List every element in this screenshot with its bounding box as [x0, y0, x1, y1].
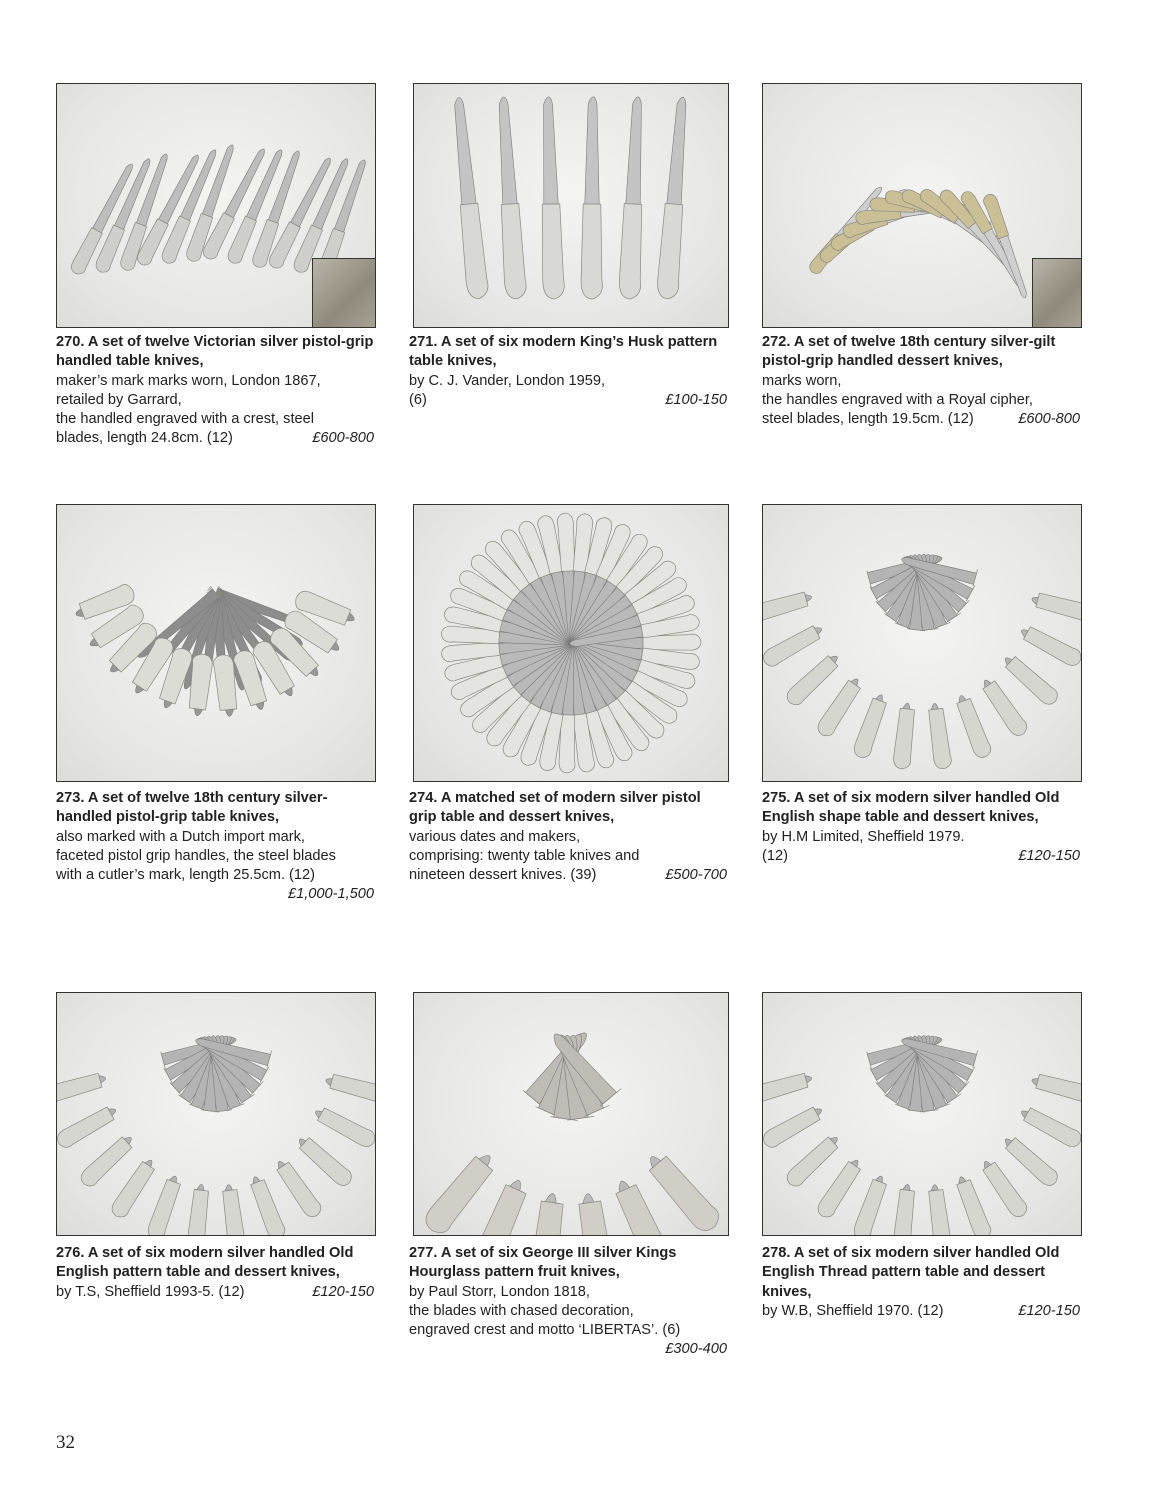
- lot-detail: by C. J. Vander, London 1959,: [409, 372, 606, 389]
- lot-detail: (6): [409, 391, 427, 408]
- lot-272-caption: [762, 333, 1080, 429]
- crest-detail-inset: [312, 258, 375, 327]
- lot-estimate: £120-150: [312, 1283, 374, 1300]
- lot-detail: steel blades, length 19.5cm. (12): [762, 411, 974, 428]
- lot-278-photo: [762, 992, 1082, 1236]
- lot-title: 277. A set of six George III silver Kings Hourglass pattern fruit knives,: [409, 1245, 677, 1281]
- lot-detail: the blades with chased decoration,: [409, 1302, 634, 1319]
- lot-detail: faceted pistol grip handles, the steel blades: [56, 847, 336, 864]
- lot-estimate: £120-150: [1018, 847, 1080, 864]
- lot-270-caption: [56, 333, 374, 449]
- lot-detail: nineteen dessert knives. (39): [409, 867, 597, 884]
- knives-fan-18th-century: [57, 505, 375, 781]
- knives-fan-old-english-pattern: [57, 993, 375, 1235]
- lot-title: 275. A set of six modern silver handled Old English shape table and dessert knives,: [762, 790, 1060, 826]
- lot-276-photo: [56, 992, 376, 1236]
- lot-detail: blades, length 24.8cm. (12): [56, 430, 233, 447]
- lot-estimate: £120-150: [1018, 1302, 1080, 1319]
- lot-272-photo: [762, 83, 1082, 328]
- lot-detail: by T.S, Sheffield 1993-5. (12): [56, 1283, 245, 1300]
- lot-274-caption: [409, 789, 727, 885]
- lot-estimate: £1,000-1,500: [287, 886, 374, 903]
- page-number: 32: [56, 1432, 75, 1453]
- lot-273-photo: [56, 504, 376, 782]
- lot-estimate: £100-150: [665, 391, 727, 408]
- lot-detail: by Paul Storr, London 1818,: [409, 1283, 590, 1300]
- lot-title: 272. A set of twelve 18th century silver-gilt pistol-grip handled dessert knives,: [762, 334, 1056, 370]
- lot-276-caption: [56, 1244, 374, 1302]
- lot-detail: retailed by Garrard,: [56, 391, 182, 408]
- lot-title: 273. A set of twelve 18th century silver-handled pistol-grip table knives,: [56, 790, 328, 826]
- lot-275-caption: [762, 789, 1080, 866]
- cipher-detail-inset: [1032, 258, 1081, 327]
- lot-273-caption: [56, 789, 374, 905]
- lot-detail: maker’s mark marks worn, London 1867,: [56, 372, 321, 389]
- knives-fan-old-english-thread: [763, 993, 1081, 1235]
- lot-detail: comprising: twenty table knives and: [409, 847, 640, 864]
- lot-detail: with a cutler’s mark, length 25.5cm. (12): [56, 867, 316, 884]
- lot-title: 276. A set of six modern silver handled Old English pattern table and dessert knives,: [56, 1245, 354, 1281]
- lot-title: 271. A set of six modern King’s Husk pattern table knives,: [409, 334, 718, 370]
- lot-estimate: £300-400: [665, 1341, 727, 1358]
- lot-detail: the handles engraved with a Royal cipher,: [762, 391, 1033, 408]
- lot-estimate: £600-800: [312, 430, 374, 447]
- lot-detail: engraved crest and motto ‘LIBERTAS’. (6): [409, 1322, 681, 1339]
- lot-detail: by W.B, Sheffield 1970. (12): [762, 1302, 944, 1319]
- lot-detail: marks worn,: [762, 372, 842, 389]
- lot-estimate: £600-800: [1018, 411, 1080, 428]
- lot-277-photo: [413, 992, 729, 1236]
- lot-estimate: £500-700: [665, 867, 727, 884]
- lot-title: 274. A matched set of modern silver pistol grip table and dessert knives,: [409, 790, 701, 826]
- lot-title: 270. A set of twelve Victorian silver pistol-grip handled table knives,: [56, 334, 374, 370]
- knives-fan-old-english: [763, 505, 1081, 781]
- lot-271-caption: [409, 333, 727, 410]
- lot-277-caption: [409, 1244, 727, 1360]
- knives-kings-husk: [414, 84, 728, 327]
- lot-detail: the handled engraved with a crest, steel: [56, 411, 314, 428]
- lot-270-photo: [56, 83, 376, 328]
- lot-detail: also marked with a Dutch import mark,: [56, 828, 305, 845]
- lot-detail: (12): [762, 847, 788, 864]
- knives-fan-fruit: [414, 993, 728, 1235]
- lot-275-photo: [762, 504, 1082, 782]
- lot-title: 278. A set of six modern silver handled Old English Thread pattern table and dessert knives,: [762, 1245, 1060, 1300]
- lot-271-photo: [413, 83, 729, 328]
- lot-274-photo: [413, 504, 729, 782]
- lot-detail: various dates and makers,: [409, 828, 581, 845]
- knives-circle-39: [414, 505, 728, 781]
- lot-278-caption: [762, 1244, 1080, 1321]
- lot-detail: by H.M Limited, Sheffield 1979.: [762, 828, 965, 845]
